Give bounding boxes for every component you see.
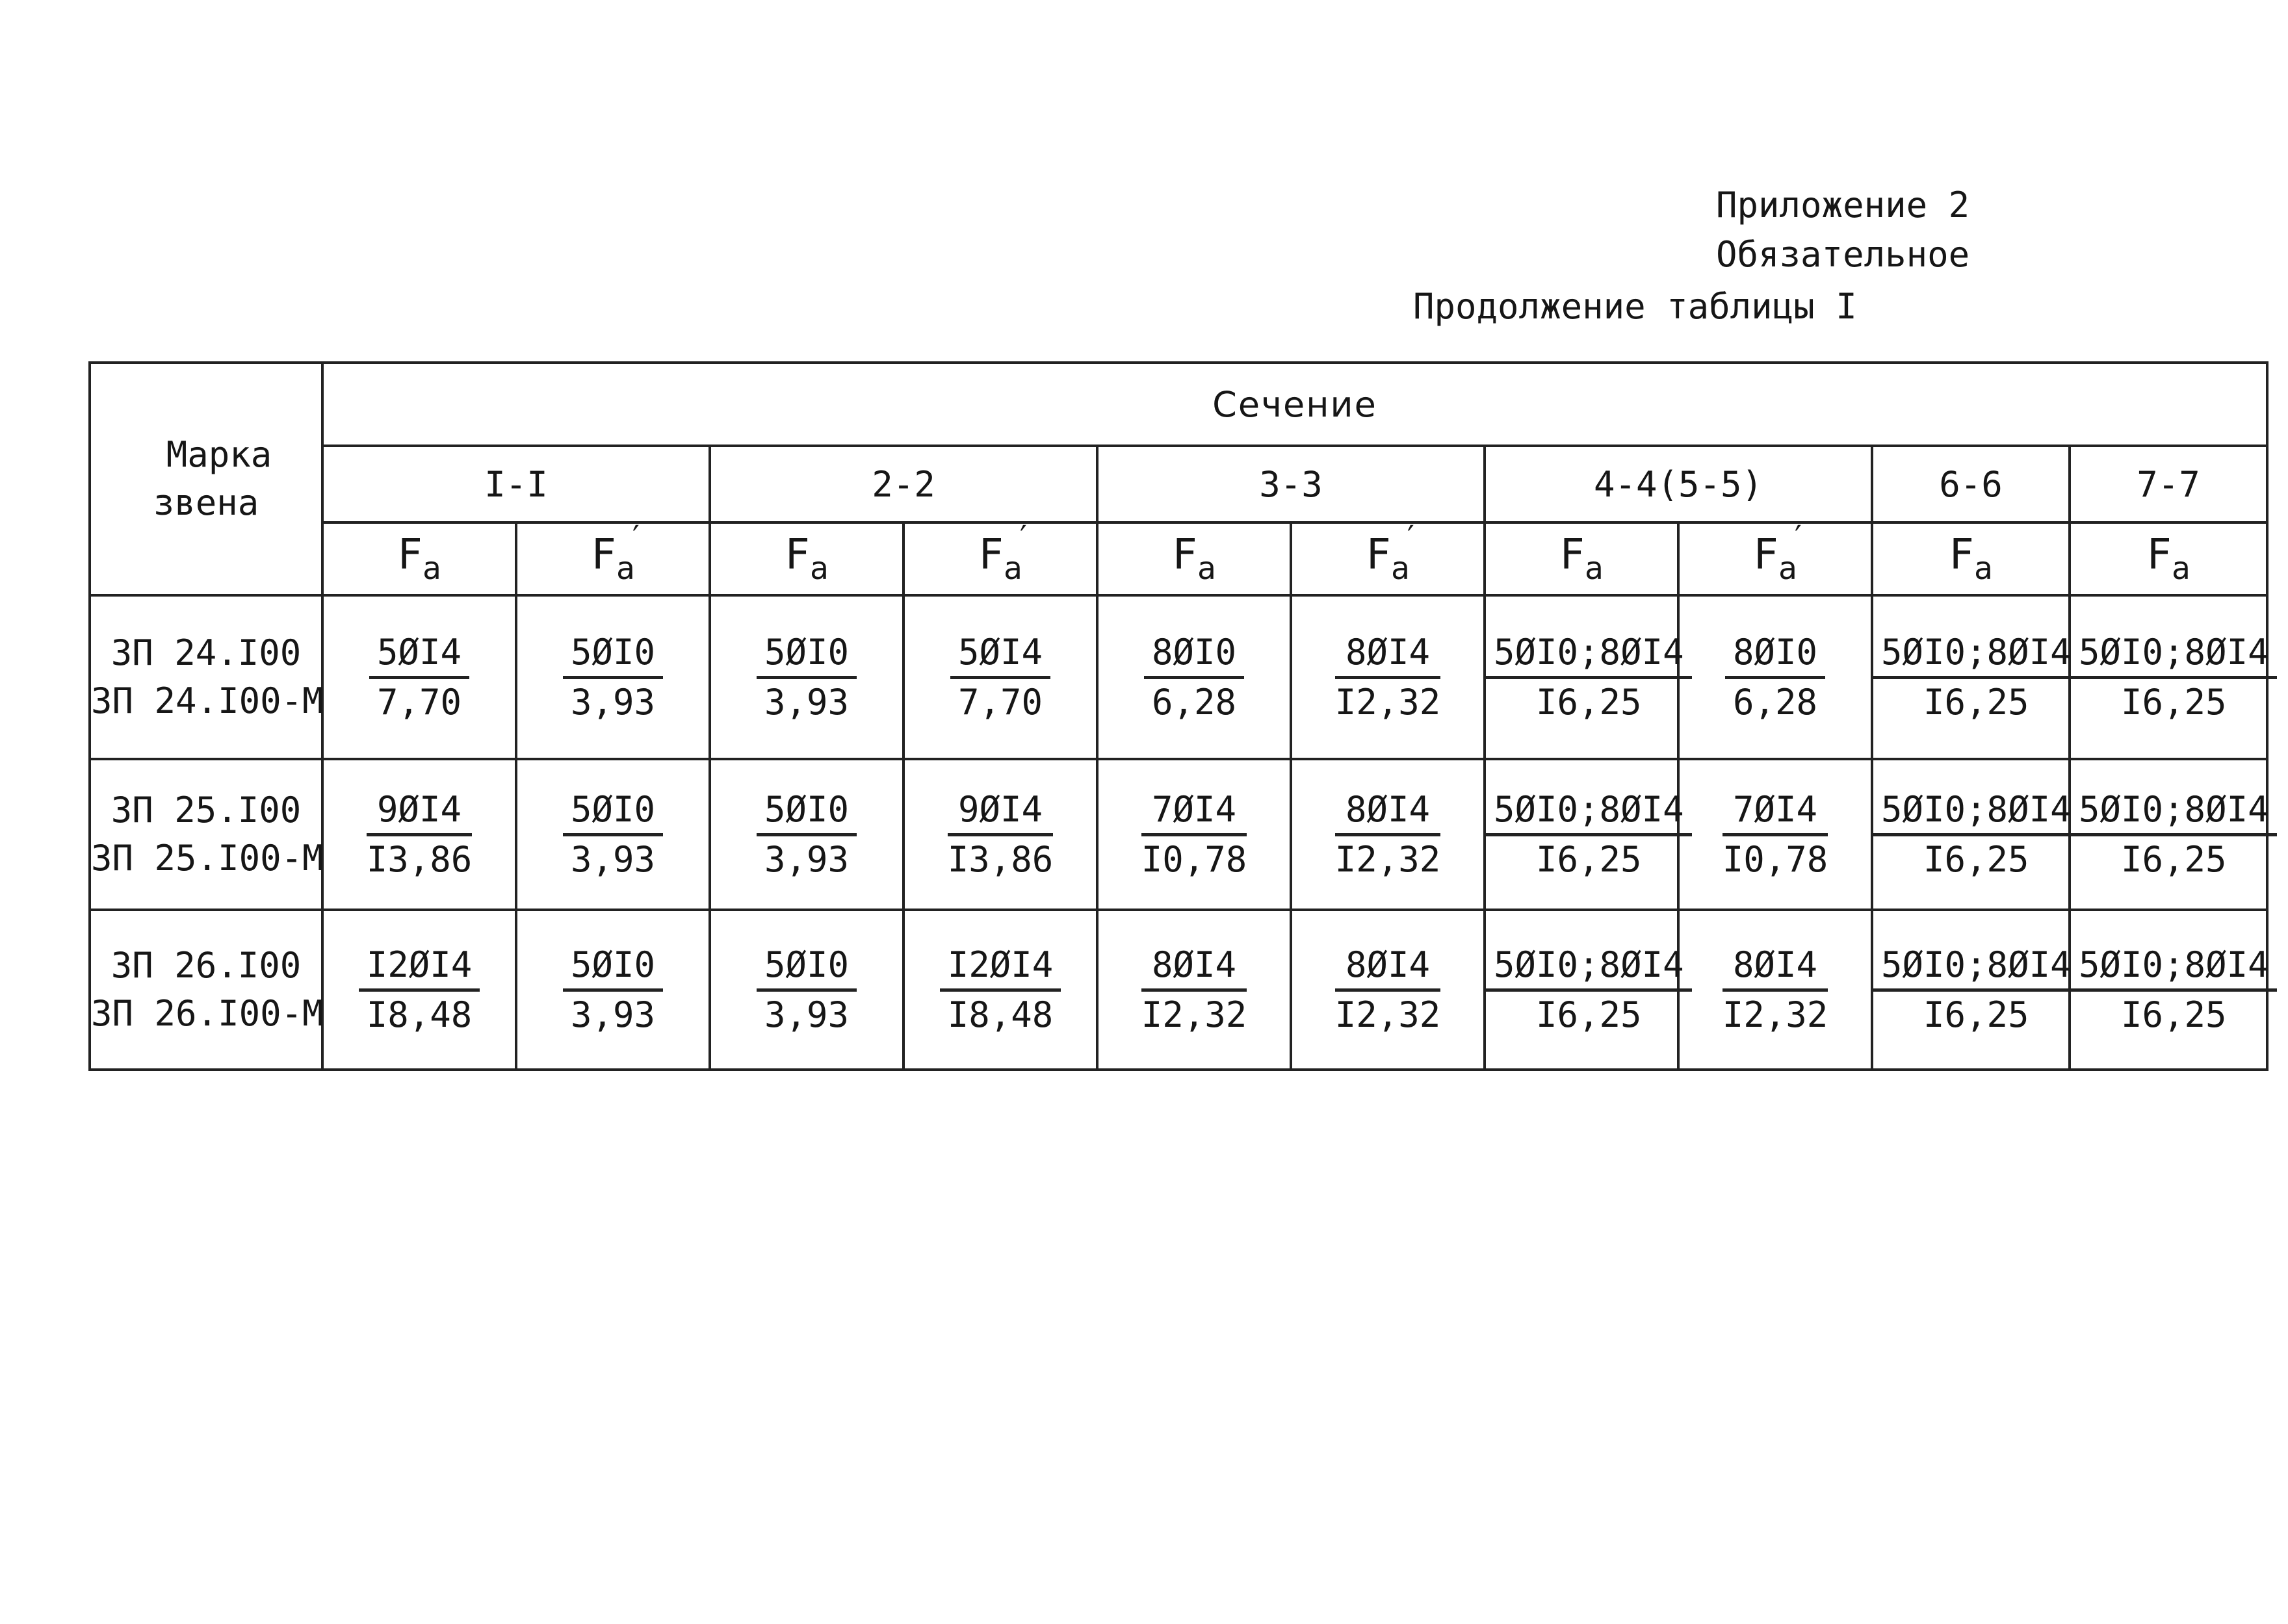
bar-spec: 5ØI0;8ØI4 [1486,629,1692,679]
fa-symbol [978,519,1033,587]
reinforcement-fraction [1141,786,1247,883]
value-cell [1678,595,1872,759]
continuation-label: Продолжение таблицы I [1413,286,1857,327]
fa-base: F [1172,531,1197,579]
reinforcement-fraction [1722,942,1828,1038]
fa-base: F [1949,531,1974,579]
row-mark-cell [90,910,322,1070]
row-mark-name1: ЗП 26.I00 [110,945,302,986]
subheader-cell [516,519,710,595]
bar-spec: 8ØI4 [1335,786,1441,836]
area-value: I6,25 [2121,994,2227,1035]
reinforcement-fraction [940,942,1061,1038]
value-cell [710,910,904,1070]
area-value: I2,32 [1334,838,1441,880]
reinforcement-fraction [1335,629,1441,726]
area-value: 3,93 [764,838,850,880]
table-row [90,759,2267,910]
row-mark-name2: ЗП 25.I00-М [91,838,324,879]
value-cell [322,595,516,759]
appendix-label: Приложение 2 [1716,185,1970,226]
bar-spec: 5ØI0 [757,942,857,992]
reinforcement-fraction [367,786,473,883]
reinforcement-table [88,361,2268,1071]
value-cell [1485,759,1684,910]
fa-symbol [1172,531,1216,587]
bar-spec: 9ØI4 [948,786,1054,836]
row-mark-name2: ЗП 26.I00-М [91,993,324,1034]
fa-subscript: a [809,550,829,587]
fa-symbol [591,519,645,587]
bar-spec: 5ØI0 [563,942,663,992]
area-value: I6,25 [1536,681,1642,723]
fa-prime: ′ [626,519,645,556]
reinforcement-fraction [1722,786,1828,883]
area-value: I2,32 [1334,681,1441,723]
group-1: I-I [322,446,710,522]
value-cell [904,595,1097,759]
subheader-cell [1872,522,2070,595]
group-6: 7-7 [2070,446,2267,522]
reinforcement-fraction [1486,629,1692,726]
value-cell [2070,759,2267,910]
row-mark-cell [90,759,322,910]
value-cell [322,910,516,1070]
reinforcement-fraction [1335,942,1441,1038]
bar-spec: 5ØI0;8ØI4 [2071,786,2277,836]
area-value: I8,48 [947,994,1054,1035]
group-3: 3-3 [1097,446,1485,522]
value-cell [1097,759,1291,910]
bar-spec: 5ØI0;8ØI4 [1486,786,1692,836]
area-value: I6,25 [2121,681,2227,723]
value-cell [904,759,1097,910]
row-mark-name1: ЗП 24.I00 [110,632,302,673]
bar-spec: 8ØI4 [1722,942,1828,992]
area-value: I6,25 [1923,994,2029,1035]
bar-spec: 5ØI0;8ØI4 [2071,629,2277,679]
reinforcement-fraction [1725,629,1825,726]
fa-symbol [785,531,829,587]
fa-subscript: a [1390,550,1410,587]
area-value: 3,93 [764,994,850,1035]
value-cell [1485,910,1684,1070]
fa-subscript: a [2171,550,2190,587]
reinforcement-fraction [950,629,1050,726]
fa-base: F [1366,531,1391,579]
fa-subscript: a [1197,550,1216,587]
subheader-cell [1097,522,1291,595]
bar-spec: 5ØI0;8ØI4 [2071,942,2277,992]
value-cell [1097,910,1291,1070]
group-5: 6-6 [1872,446,2070,522]
area-value: 7,70 [376,681,462,723]
area-value: 3,93 [570,838,656,880]
fa-symbol [2146,531,2190,587]
subheader-cell [904,519,1097,595]
fa-subscript: a [616,550,635,587]
value-cell [710,759,904,910]
fa-base: F [785,531,810,579]
reinforcement-fraction [2071,942,2277,1038]
bar-spec: 8ØI4 [1335,629,1441,679]
reinforcement-fraction [948,786,1054,883]
section-title: Сечение [322,363,2267,446]
value-cell [1678,910,1872,1070]
value-cell [516,595,710,759]
bar-spec: 8ØI0 [1144,629,1244,679]
value-cell [710,595,904,759]
area-value: 3,93 [764,681,850,723]
table-row [90,595,2267,759]
area-value: I6,25 [1536,838,1642,880]
reinforcement-fraction [757,786,857,883]
fa-base: F [2146,531,2172,579]
bar-spec: 5ØI0;8ØI4 [1873,629,2079,679]
bar-spec: 5ØI0 [563,786,663,836]
value-cell [1872,595,2070,759]
fa-prime: ′ [1788,519,1808,556]
subheader-cell [322,522,516,595]
area-value: I2,32 [1141,994,1247,1035]
reinforcement-fraction [2071,786,2277,883]
value-cell [1678,759,1872,910]
mark-header-cell [90,363,322,595]
bar-spec: 8ØI4 [1335,942,1441,992]
area-value: I8,48 [366,994,473,1035]
value-cell [2070,910,2267,1070]
reinforcement-fraction [369,629,469,726]
fa-prime: ′ [1401,519,1420,556]
row-mark-name1: ЗП 25.I00 [110,790,302,831]
reinforcement-fraction [1144,629,1244,726]
subheader-cell [710,522,904,595]
value-cell [516,759,710,910]
bar-spec: 8ØI4 [1141,942,1247,992]
value-cell [1291,759,1485,910]
value-cell [322,759,516,910]
fa-subscript: a [1778,550,1797,587]
bar-spec: 5ØI0 [757,786,857,836]
value-cell [1291,595,1485,759]
subheader-cell [1485,522,1678,595]
value-cell [516,910,710,1070]
reinforcement-fraction [1486,942,1692,1038]
bar-spec: 5ØI0;8ØI4 [1873,942,2079,992]
subheader-cell [2070,522,2267,595]
bar-spec: 5ØI0;8ØI4 [1873,786,2079,836]
fa-symbol [1559,531,1604,587]
bar-spec: 5ØI0 [757,629,857,679]
reinforcement-fraction [1486,786,1692,883]
group-2: 2-2 [710,446,1097,522]
reinforcement-fraction [1873,629,2079,726]
group-4: 4-4(5-5) [1485,446,1872,522]
bar-spec: 8ØI0 [1725,629,1825,679]
area-value: I2,32 [1334,994,1441,1035]
bar-spec: 7ØI4 [1141,786,1247,836]
value-cell [1485,595,1684,759]
area-value: I0,78 [1722,838,1828,880]
mark-header-line1: Марка [166,434,272,475]
fa-subscript: a [1003,550,1022,587]
fa-base: F [591,531,616,579]
fa-symbol [1366,519,1420,587]
bar-spec: 9ØI4 [367,786,473,836]
value-cell [1097,595,1291,759]
fa-base: F [978,531,1004,579]
subheader-cell [1678,519,1872,595]
reinforcement-fraction [563,629,663,726]
mark-header-line2: звена [153,482,259,523]
reinforcement-fraction [563,942,663,1038]
area-value: I6,25 [1923,838,2029,880]
row-mark-cell [90,595,322,759]
area-value: 3,93 [570,994,656,1035]
reinforcement-fraction [1873,786,2079,883]
subheader-cell [1291,519,1485,595]
reinforcement-fraction [1335,786,1441,883]
area-value: 3,93 [570,681,656,723]
table-row [90,910,2267,1070]
area-value: I3,86 [947,838,1054,880]
fa-base: F [1753,531,1778,579]
value-cell [2070,595,2267,759]
fa-prime: ′ [1013,519,1033,556]
fa-symbol [1753,519,1808,587]
reinforcement-fraction [359,942,480,1038]
fa-base: F [1559,531,1585,579]
area-value: I6,25 [1536,994,1642,1035]
bar-spec: 5ØI4 [369,629,469,679]
status-label: Обязательное [1716,234,1970,275]
value-cell [1872,759,2070,910]
fa-subscript: a [422,550,441,587]
area-value: 7,70 [957,681,1043,723]
row-mark-name2: ЗП 24.I00-М [91,680,324,721]
bar-spec: I2ØI4 [359,942,480,992]
bar-spec: 5ØI0 [563,629,663,679]
fa-base: F [397,531,422,579]
bar-spec: 5ØI4 [950,629,1050,679]
reinforcement-fraction [757,942,857,1038]
value-cell [1872,910,2070,1070]
area-value: 6,28 [1732,681,1818,723]
bar-spec: 7ØI4 [1722,786,1828,836]
fa-subscript: a [1973,550,1993,587]
value-cell [1291,910,1485,1070]
area-value: I6,25 [1923,681,2029,723]
area-value: I0,78 [1141,838,1247,880]
fa-symbol [1949,531,1993,587]
value-cell [904,910,1097,1070]
reinforcement-fraction [563,786,663,883]
reinforcement-fraction [1873,942,2079,1038]
reinforcement-fraction [757,629,857,726]
reinforcement-fraction [2071,629,2277,726]
area-value: 6,28 [1151,681,1237,723]
area-value: I3,86 [366,838,473,880]
fa-symbol [397,531,441,587]
area-value: I6,25 [2121,838,2227,880]
reinforcement-fraction [1141,942,1247,1038]
fa-subscript: a [1584,550,1604,587]
bar-spec: I2ØI4 [940,942,1061,992]
bar-spec: 5ØI0;8ØI4 [1486,942,1692,992]
area-value: I2,32 [1722,994,1828,1035]
